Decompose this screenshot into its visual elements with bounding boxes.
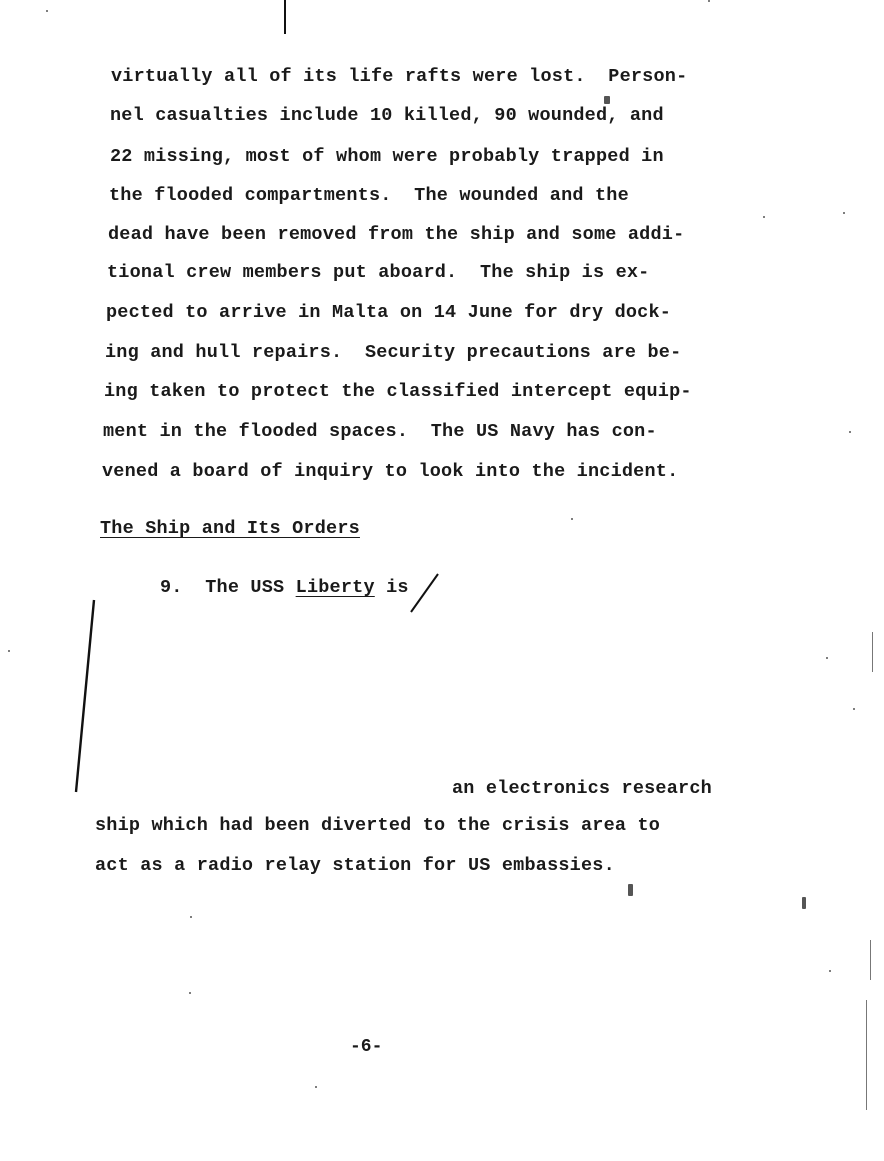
scan-speck — [843, 212, 845, 214]
section-heading: The Ship and Its Orders — [100, 518, 360, 539]
scan-speck — [849, 431, 851, 433]
body-line: ing taken to protect the classified intercept equip- — [104, 381, 692, 402]
scan-edge-artifact — [866, 1000, 867, 1110]
scan-speck — [826, 657, 828, 659]
scan-speck — [763, 216, 765, 218]
scan-speck — [190, 916, 192, 918]
paragraph-9-opening — [160, 577, 409, 599]
scan-speck — [8, 650, 10, 652]
scan-speck — [853, 708, 855, 710]
scan-speck — [315, 1086, 317, 1088]
body-line: act as a radio relay station for US embassies. — [95, 855, 615, 876]
paragraph-after-name: is — [374, 577, 409, 598]
redaction-margin-line — [72, 598, 98, 796]
body-line: pected to arrive in Malta on 14 June for dry dock- — [106, 302, 672, 323]
page-number: -6- — [350, 1037, 383, 1057]
body-line: the flooded compartments. The wounded and the — [109, 185, 629, 206]
ship-name: Liberty — [295, 577, 375, 598]
resumed-fragment: an electronics research — [452, 778, 712, 799]
body-line: dead have been removed from the ship and some addi- — [108, 224, 685, 245]
body-line: 22 missing, most of whom were probably trapped in — [110, 146, 664, 167]
scan-speck — [829, 970, 831, 972]
redaction-slash-mark — [405, 572, 441, 616]
paragraph-lead-in: The USS — [205, 577, 296, 598]
body-line: ing and hull repairs. Security precautions are be- — [105, 342, 682, 363]
scan-speck — [628, 884, 633, 896]
body-line: vened a board of inquiry to look into the incident. — [102, 461, 679, 482]
body-line: nel casualties include 10 killed, 90 wounded, and — [110, 105, 664, 126]
body-line: virtually all of its life rafts were lost. Person- — [111, 66, 688, 87]
scan-speck — [604, 96, 610, 104]
scan-speck — [46, 10, 48, 12]
body-line: ship which had been diverted to the crisis area to — [95, 815, 661, 836]
scan-edge-artifact — [872, 632, 873, 672]
scan-speck — [708, 0, 710, 2]
scan-speck — [571, 518, 573, 520]
scan-edge-artifact — [870, 940, 871, 980]
scan-speck — [189, 992, 191, 994]
paragraph-number: 9. — [160, 577, 183, 598]
body-line: ment in the flooded spaces. The US Navy has con- — [103, 421, 657, 442]
scan-speck — [802, 897, 806, 909]
body-line: tional crew members put aboard. The ship is ex- — [107, 262, 650, 283]
top-margin-mark — [284, 0, 286, 34]
